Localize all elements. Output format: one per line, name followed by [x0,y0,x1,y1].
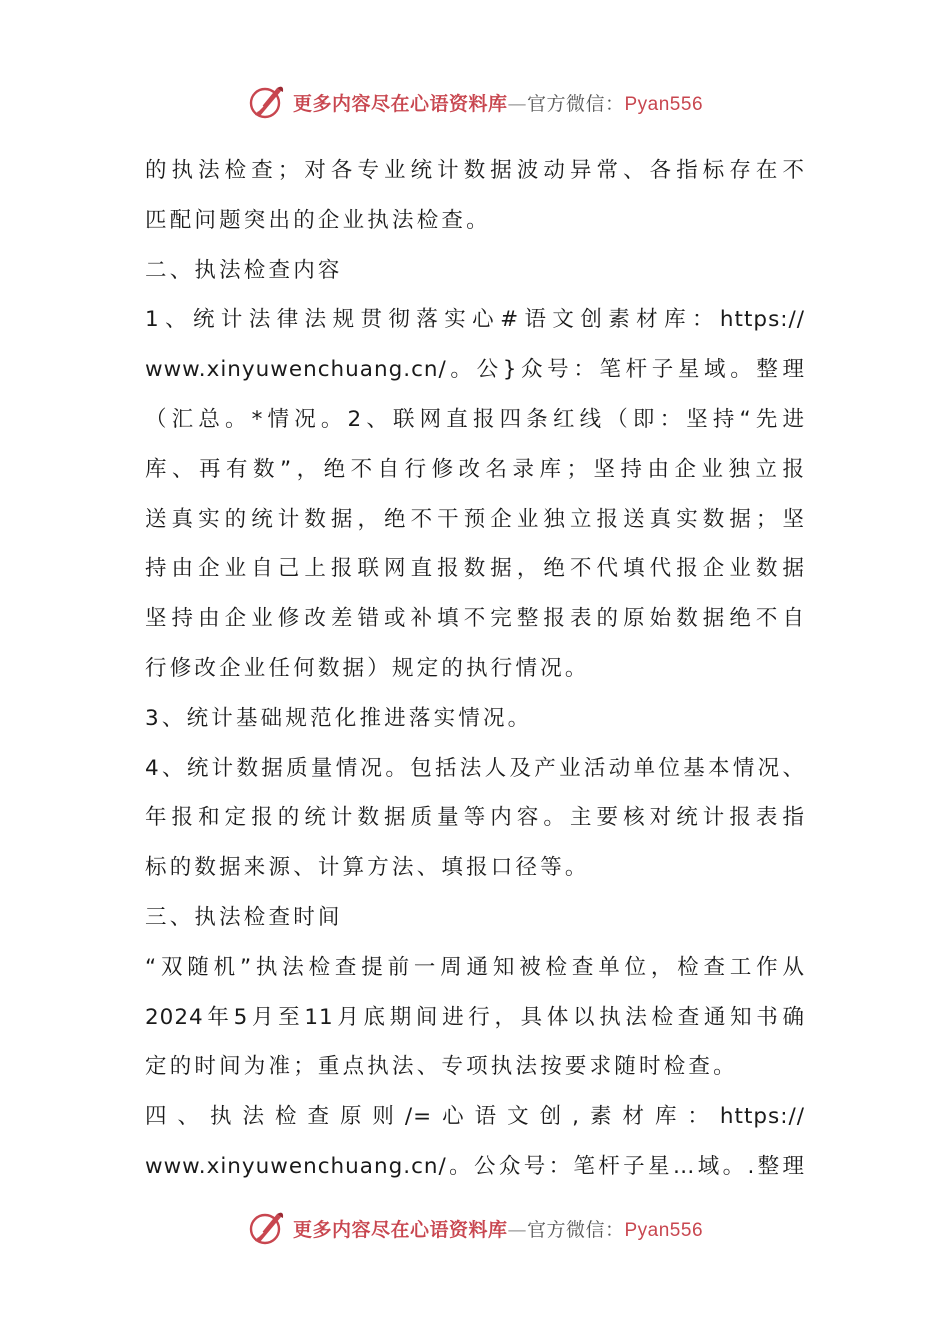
footer-wechat-id: Pyan556 [624,1219,704,1241]
header-dash: — [507,92,527,115]
body-line-15: 标的数据来源、计算方法、填报口径等。 [145,855,590,881]
header-wechat-id: Pyan556 [624,93,704,115]
header-banner [0,80,950,124]
body-line-9: 持由企业自己上报联网直报数据，绝不代填代报企业数据 [145,556,805,582]
section-heading-2: 二、执法检查内容 [145,257,343,283]
document-body [145,146,805,1192]
body-line-5: www.xinyuwenchuang.cn/。公}众号：笔杆子星域。整理 [145,357,805,383]
quill-logo-icon [247,1208,287,1248]
body-line-7: 库、再有数”，绝不自行修改名录库；坚持由企业独立报 [145,456,805,482]
body-line-13: 4、统计数据质量情况。包括法人及产业活动单位基本情况、 [145,755,805,781]
body-line-10: 坚持由企业修改差错或补填不完整报表的原始数据绝不自 [145,606,805,632]
body-line-6: （汇总。*情况。2、联网直报四条红线（即：坚持“先进 [145,406,805,432]
footer-dash: — [507,1218,527,1241]
header-official-label: 官方微信： [526,92,625,115]
footer-official-label: 官方微信： [526,1218,625,1241]
quill-logo-icon [247,82,287,122]
header-banner-text [293,89,703,116]
body-line-4: 1、统计法律法规贯彻落实心#语文创素材库：https:// [145,307,805,333]
body-line-18: 2024年5月至11月底期间进行，具体以执法检查通知书确 [145,1004,805,1030]
body-line-2: 匹配问题突出的企业执法检查。 [145,207,491,233]
body-line-17: “双随机”执法检查提前一周通知被检查单位，检查工作从 [145,954,805,980]
body-line-8: 送真实的统计数据，绝不干预企业独立报送真实数据；坚 [145,506,805,532]
body-line-12: 3、统计基础规范化推进落实情况。 [145,705,533,731]
body-line-19: 定的时间为准；重点执法、专项执法按要求随时检查。 [145,1054,738,1080]
footer-brand: 更多内容尽在心语资料库 [292,1218,508,1241]
header-brand: 更多内容尽在心语资料库 [292,92,508,115]
body-line-21: www.xinyuwenchuang.cn/。公众号：笔杆子星…域。.整理 [145,1153,805,1179]
footer-banner-text [293,1215,703,1242]
footer-banner [0,1206,950,1250]
body-line-1: 的执法检查；对各专业统计数据波动异常、各指标存在不 [145,158,805,183]
body-line-14: 年报和定报的统计数据质量等内容。主要核对统计报表指 [145,805,805,831]
body-line-11: 行修改企业任何数据）规定的执行情况。 [145,655,590,681]
section-heading-4: 四、执法检查原则/=心语文创,素材库：https:// [145,1104,805,1130]
section-heading-3: 三、执法检查时间 [145,904,343,930]
